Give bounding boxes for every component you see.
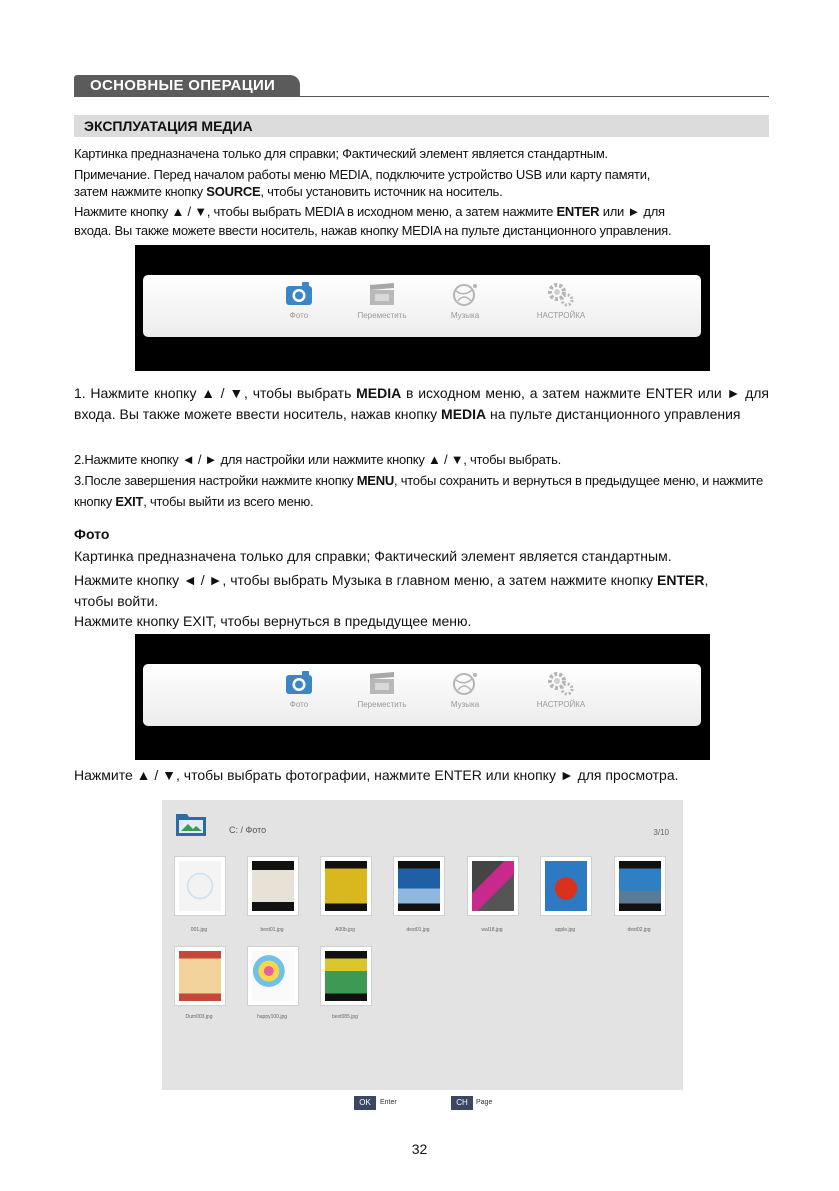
page-counter: 3/10 [653,828,669,837]
ok-key-label: Enter [380,1099,397,1106]
menu-item-music[interactable] [425,281,505,331]
photo-thumbnail[interactable] [320,946,372,1006]
photo-thumbnail[interactable] [614,856,666,916]
thumbnail-image [472,861,514,911]
menu-item-label: Переместить [357,700,407,709]
photo-select-text: Нажмите ▲ / ▼, чтобы выбрать фотографии, нажмите ENTER или кнопку ► для просмотра. [74,767,679,783]
menu-item-settings[interactable] [521,670,601,720]
menu-item-label: Переместить [357,311,407,320]
photo-thumbnail[interactable] [174,856,226,916]
menu-item-label: Фото [289,700,309,709]
photo-thumbnail[interactable] [393,856,445,916]
music-globe-icon [450,281,480,307]
photo-folder-icon [175,811,207,837]
step-1: 1. Нажмите кнопку ▲ / ▼, чтобы выбрать MEDIA в исходном меню, а затем нажмите ENTER или ► для входа. Вы также можете ввести носитель, нажав кнопку MEDIA на пульте дистанционного управления [74,385,769,422]
ok-key: OK [354,1096,376,1110]
photo-thumbnail[interactable] [174,946,226,1006]
ch-key-label: Page [476,1099,493,1106]
file-name: bext01.jpg [260,927,284,933]
step-2: 2.Нажмите кнопку ◄ / ► для настройки или нажмите кнопку ▲ / ▼, чтобы выбрать. [74,452,561,467]
menu-item-label: Музыка [450,311,480,320]
thumbnail-image [325,951,367,1001]
menu-item-label: Музыка [450,700,480,709]
menu-item-photo[interactable] [259,281,339,331]
menu-item-movie[interactable] [342,281,422,331]
media-menu-screenshot-2 [135,634,710,760]
photo-text-4: Нажмите кнопку EXIT, чтобы вернуться в предыдущее меню. [74,613,472,629]
file-name: happy100.jpg [256,1014,288,1020]
photo-browser-screenshot [162,800,683,1090]
step-3: 3.После завершения настройки нажмите кнопку MENU, чтобы сохранить и вернуться в предыдущее меню, и нажмите кнопку EXIT, чтобы выйти из всего меню. [74,473,763,509]
photo-text-3: чтобы войти. [74,593,159,609]
photo-thumbnail[interactable] [540,856,592,916]
photo-thumbnail[interactable] [247,856,299,916]
file-name: Dum003.jpg [185,1014,213,1020]
photo-text-1: Картинка предназначена только для справки; Фактический элемент является стандартным. [74,548,672,564]
intro-line-5: входа. Вы также можете ввести носитель, нажав кнопку MEDIA на пульте дистанционного управления. [74,223,672,238]
thumbnail-image [252,951,294,1001]
photo-thumbnail[interactable] [247,946,299,1006]
thumbnail-image [179,951,221,1001]
media-menu-screenshot [135,245,710,371]
file-name: apple.jpg [554,927,576,933]
thumbnail-image [619,861,661,911]
file-name: bext085.jpg [332,1014,358,1020]
subsection-title: ЭКСПЛУАТАЦИЯ МЕДИА [74,115,769,137]
file-name: 001.jpg [190,927,208,933]
thumbnail-image [252,861,294,911]
thumbnail-image [545,861,587,911]
intro-line-2: Примечание. Перед началом работы меню MEDIA, подключите устройство USB или карту памяти, [74,167,651,182]
file-name: wal18.jpg [481,927,503,933]
camera-icon [284,281,314,307]
section-title: ОСНОВНЫЕ ОПЕРАЦИИ [74,75,300,97]
thumbnail-image [398,861,440,911]
intro-line-4: Нажмите кнопку ▲ / ▼, чтобы выбрать MEDIA в исходном меню, а затем нажмите ENTER или ► для [74,204,665,219]
page-number: 32 [411,1141,428,1157]
movie-clapper-icon [367,281,397,307]
photo-thumbnail[interactable] [467,856,519,916]
file-name: A00b.jpg [335,927,355,933]
gears-icon [546,281,576,307]
intro-line-3: затем нажмите кнопку SOURCE, чтобы установить источник на носитель. [74,184,503,199]
menu-item-label: НАСТРОЙКА [536,311,586,320]
thumbnail-image [325,861,367,911]
menu-item-label: НАСТРОЙКА [536,700,586,709]
media-menu-bar [143,664,701,726]
thumbnail-image [179,861,221,911]
folder-path: C: / Фото [229,825,267,835]
menu-item-music[interactable] [425,670,505,720]
photo-heading: Фото [74,526,110,542]
file-name: dest02.jpg [627,927,651,933]
menu-item-photo[interactable] [259,670,339,720]
photo-text-2: Нажмите кнопку ◄ / ►, чтобы выбрать Музыка в главном меню, а затем нажмите кнопку ENTER, [74,572,709,588]
photo-thumbnail[interactable] [320,856,372,916]
menu-item-label: Фото [289,311,309,320]
camera-icon [284,670,314,696]
file-name: dest01.jpg [406,927,430,933]
gears-icon [546,670,576,696]
section-divider [300,96,769,97]
media-menu-bar [143,275,701,337]
menu-item-settings[interactable] [521,281,601,331]
music-globe-icon [450,670,480,696]
intro-line-1: Картинка предназначена только для справки; Фактический элемент является стандартным. [74,146,608,161]
movie-clapper-icon [367,670,397,696]
ch-key: CH [451,1096,473,1110]
menu-item-movie[interactable] [342,670,422,720]
